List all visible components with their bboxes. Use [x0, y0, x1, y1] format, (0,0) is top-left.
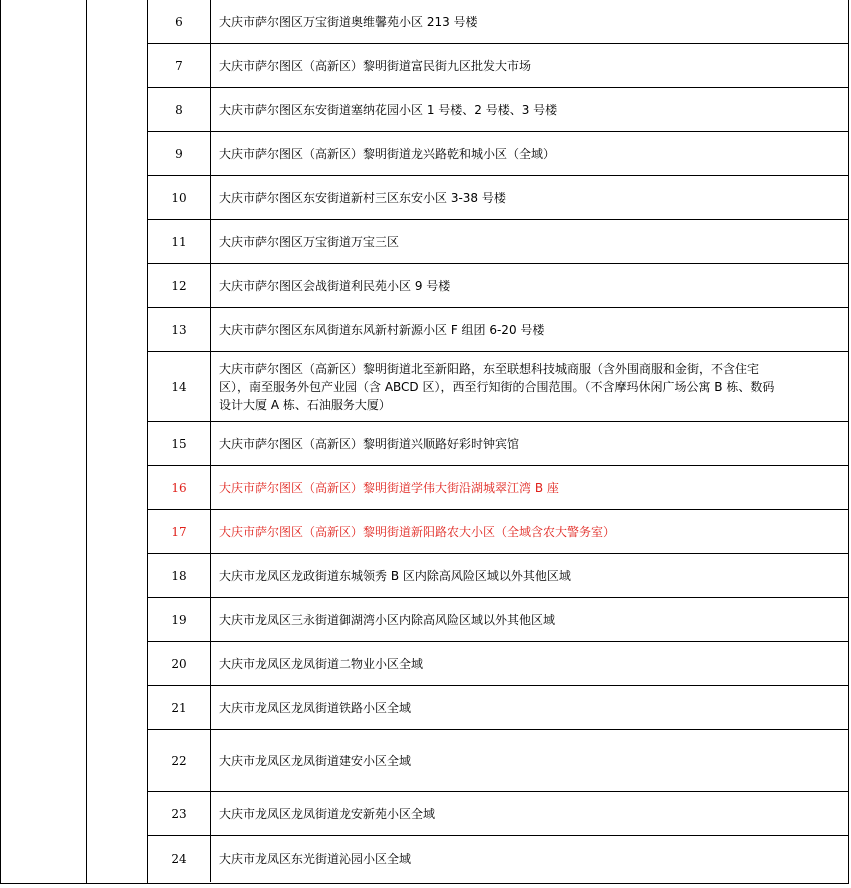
table-row	[148, 0, 848, 44]
row-address: 大庆市萨尔图区（高新区）黎明街道学伟大街沿湖城翠江湾 B 座	[219, 480, 559, 495]
row-number: 21	[148, 686, 211, 729]
row-address: 大庆市萨尔图区万宝街道万宝三区	[219, 234, 400, 249]
row-address: 大庆市萨尔图区东风街道东风新村新源小区 F 组团 6-20 号楼	[219, 322, 545, 337]
row-address: 大庆市龙凤区东光街道沁园小区全域	[219, 852, 412, 866]
table-body	[148, 0, 848, 882]
row-number: 22	[148, 730, 211, 791]
row-number: 12	[148, 264, 211, 307]
row-address: 大庆市龙凤区龙政街道东城领秀 B 区内除高风险区域以外其他区域	[219, 568, 571, 583]
merged-column-category	[87, 0, 148, 884]
row-number: 13	[148, 308, 211, 351]
row-address: 大庆市萨尔图区（高新区）黎明街道龙兴路乾和城小区（全域）	[219, 146, 556, 161]
row-number: 16	[148, 466, 211, 509]
row-number: 15	[148, 422, 211, 465]
table-row	[148, 466, 848, 510]
row-address: 大庆市萨尔图区（高新区）黎明街道北至新阳路，东至联想科技城商服（含外围商服和金街，不含住宅 区），南至服务外包产业园（含 ABCD 区），西至行知街的合围范围。（不含摩玛休闲广场公寓 B 栋、数码 设计大厦 A 栋、石油服务大厦）	[219, 361, 775, 412]
row-address: 大庆市萨尔图区（高新区）黎明街道富民街九区批发大市场	[219, 58, 532, 73]
row-address: 大庆市龙凤区龙凤街道建安小区全域	[219, 753, 412, 768]
row-number: 23	[148, 792, 211, 835]
table-row	[148, 422, 848, 466]
row-number: 24	[148, 836, 211, 882]
row-number: 9	[148, 132, 211, 175]
row-address: 大庆市龙凤区龙凤街道铁路小区全域	[219, 700, 412, 715]
row-number: 14	[148, 352, 211, 421]
row-address: 大庆市萨尔图区会战街道利民苑小区 9 号楼	[219, 278, 451, 293]
row-address: 大庆市萨尔图区东安街道塞纳花园小区 1 号楼、2 号楼、3 号楼	[219, 102, 558, 117]
table-row	[148, 598, 848, 642]
table-row	[148, 352, 848, 422]
row-address: 大庆市龙凤区龙凤街道龙安新苑小区全域	[219, 806, 436, 821]
row-number: 18	[148, 554, 211, 597]
table-row	[148, 88, 848, 132]
row-address: 大庆市萨尔图区（高新区）黎明街道新阳路农大小区（全域含农大警务室）	[219, 524, 616, 539]
table-row	[148, 792, 848, 836]
row-number: 19	[148, 598, 211, 641]
row-number: 20	[148, 642, 211, 685]
row-number: 7	[148, 44, 211, 87]
table-row	[148, 510, 848, 554]
row-address: 大庆市萨尔图区东安街道新村三区东安小区 3-38 号楼	[219, 190, 506, 205]
table-row	[148, 308, 848, 352]
table-row	[148, 686, 848, 730]
table-row	[148, 132, 848, 176]
row-address: 大庆市萨尔图区万宝街道奥维馨苑小区 213 号楼	[219, 14, 478, 29]
row-address: 大庆市萨尔图区（高新区）黎明街道兴顺路好彩时钟宾馆	[219, 436, 520, 451]
table-row	[148, 220, 848, 264]
table-row	[148, 176, 848, 220]
row-number: 6	[148, 0, 211, 43]
merged-column-city	[1, 0, 87, 884]
row-number: 8	[148, 88, 211, 131]
row-number: 17	[148, 510, 211, 553]
table-row	[148, 730, 848, 792]
row-number: 11	[148, 220, 211, 263]
table-row	[148, 44, 848, 88]
table-row	[148, 264, 848, 308]
table-row	[148, 836, 848, 882]
row-address: 大庆市龙凤区龙凤街道二物业小区全域	[219, 656, 424, 671]
row-address: 大庆市龙凤区三永街道御湖湾小区内除高风险区域以外其他区域	[219, 612, 556, 627]
table-row	[148, 554, 848, 598]
table-row	[148, 642, 848, 686]
row-number: 10	[148, 176, 211, 219]
